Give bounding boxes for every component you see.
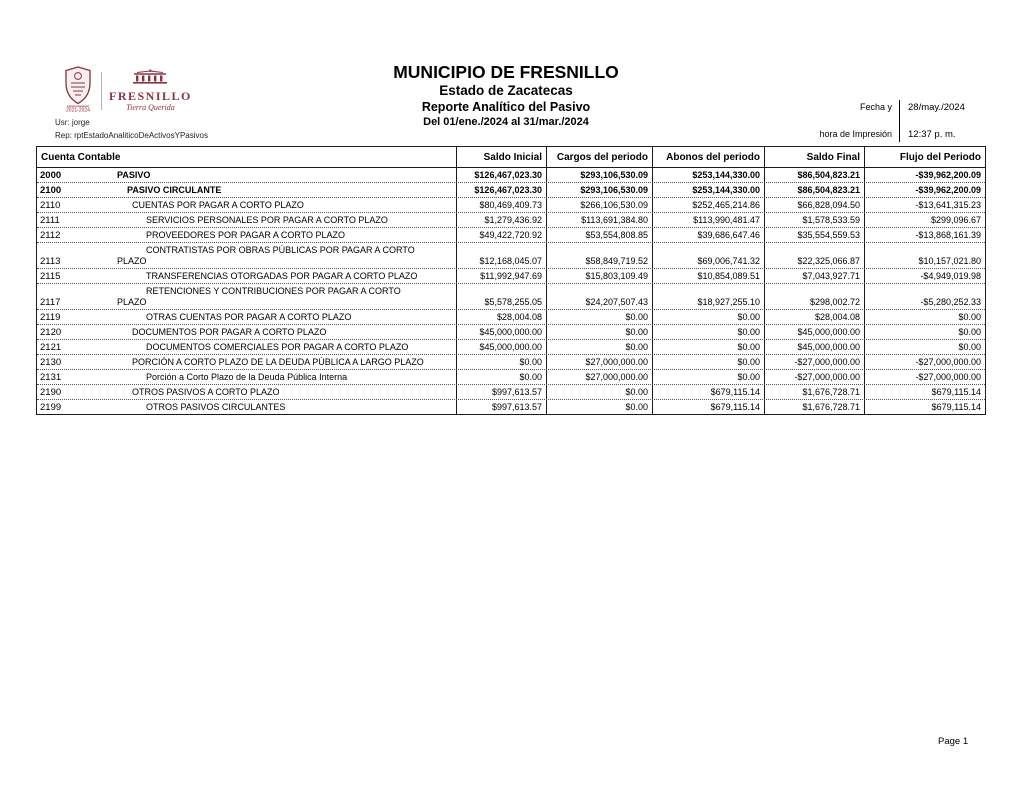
amount-cell: $10,854,089.51 (652, 269, 764, 283)
table-row (37, 354, 985, 369)
account-description: SERVICIOS PERSONALES POR PAGAR A CORTO PLAZO (146, 215, 388, 225)
account-code: 2115 (40, 271, 61, 282)
report-table (36, 146, 986, 415)
table-row (37, 182, 985, 197)
amount-cell: $0.00 (864, 325, 985, 339)
amount-cell: $0.00 (652, 340, 764, 354)
amount-cell: $0.00 (546, 325, 652, 339)
amount-cell: $997,613.57 (456, 385, 546, 399)
account-code: 2190 (40, 387, 62, 398)
table-row (37, 324, 985, 339)
amount-cell: $86,504,823.21 (764, 168, 864, 182)
account-description: DOCUMENTOS COMERCIALES POR PAGAR A CORTO PLAZO (146, 342, 409, 352)
account-cell (37, 269, 456, 283)
table-row (37, 268, 985, 283)
report-table-body (37, 168, 985, 414)
table-row (37, 384, 985, 399)
header-cargos-periodo: Cargos del periodo (546, 147, 652, 167)
amount-cell: -$27,000,000.00 (764, 355, 864, 369)
table-row (37, 399, 985, 414)
user-label: Usr: jorge (55, 118, 90, 127)
table-row (37, 369, 985, 384)
amount-cell: $679,115.14 (864, 385, 985, 399)
amount-cell: $27,000,000.00 (546, 370, 652, 384)
amount-cell: $266,106,530.09 (546, 198, 652, 212)
amount-cell: $679,115.14 (864, 400, 985, 414)
table-row (37, 197, 985, 212)
report-period: Del 01/ene./2024 al 31/mar./2024 (423, 116, 589, 128)
amount-cell: $53,554,808.85 (546, 228, 652, 242)
print-date-label: Fecha y (859, 102, 892, 112)
header-saldo-inicial: Saldo Inicial (456, 147, 546, 167)
print-datetime-block (819, 100, 988, 142)
account-code: 2117 (40, 297, 61, 308)
amount-cell: -$13,868,161.39 (864, 228, 985, 242)
amount-cell: $293,106,530.09 (546, 183, 652, 197)
amount-cell: $28,004.08 (764, 310, 864, 324)
print-time-value: 12:37 p. m. (908, 129, 956, 140)
amount-cell: $0.00 (456, 370, 546, 384)
print-datetime-labels (819, 100, 899, 142)
account-code: 2110 (40, 200, 61, 211)
header-saldo-final: Saldo Final (764, 147, 864, 167)
account-code: 2111 (40, 215, 60, 226)
amount-cell: $45,000,000.00 (764, 340, 864, 354)
amount-cell: $45,000,000.00 (456, 325, 546, 339)
logo-tagline: Tierra Querida (126, 103, 175, 112)
account-cell (37, 400, 456, 414)
amount-cell: $24,207,507.43 (546, 284, 652, 309)
amount-cell: $126,467,023.30 (456, 168, 546, 182)
header-cuenta-contable: Cuenta Contable (41, 152, 121, 163)
amount-cell: $1,578,533.59 (764, 213, 864, 227)
amount-cell: $0.00 (652, 325, 764, 339)
print-time-label: hora de Impresión (819, 129, 892, 139)
account-description: OTROS PASIVOS CIRCULANTES (146, 402, 286, 412)
amount-cell: $0.00 (864, 310, 985, 324)
amount-cell: $22,325,066.87 (764, 243, 864, 268)
amount-cell: -$13,641,315.23 (864, 198, 985, 212)
svg-text:2021-2024: 2021-2024 (66, 107, 90, 112)
table-row (37, 242, 985, 268)
amount-cell: $252,465,214.86 (652, 198, 764, 212)
account-code: 2199 (40, 402, 62, 413)
account-code: 2121 (40, 342, 62, 353)
amount-cell: $45,000,000.00 (456, 340, 546, 354)
amount-cell: $27,000,000.00 (546, 355, 652, 369)
amount-cell: $679,115.14 (652, 385, 764, 399)
table-row (37, 227, 985, 242)
account-code: 2119 (40, 312, 61, 323)
state-subtitle: Estado de Zacatecas (439, 83, 573, 98)
amount-cell: $69,006,741.32 (652, 243, 764, 268)
account-cell (37, 340, 456, 354)
account-description: OTROS PASIVOS A CORTO PLAZO (132, 387, 280, 397)
print-date-value: 28/may./2024 (908, 102, 965, 113)
account-cell (37, 213, 456, 227)
amount-cell: -$4,949,019.98 (864, 269, 985, 283)
amount-cell: -$27,000,000.00 (864, 370, 985, 384)
amount-cell: $0.00 (546, 385, 652, 399)
amount-cell: $45,000,000.00 (764, 325, 864, 339)
amount-cell: $0.00 (546, 340, 652, 354)
table-row (37, 339, 985, 354)
account-description: Porción a Corto Plazo de la Deuda Pública Interna (146, 372, 348, 382)
account-description: PASIVO CIRCULANTE (127, 185, 222, 195)
account-description: CONTRATISTAS POR OBRAS PÚBLICAS POR PAGAR A CORTO PLAZO (117, 245, 415, 266)
table-row (37, 212, 985, 227)
account-code: 2131 (40, 372, 62, 383)
amount-cell: $35,554,559.53 (764, 228, 864, 242)
amount-cell: $0.00 (864, 340, 985, 354)
account-description: PASIVO (117, 170, 151, 180)
amount-cell: $113,691,384.80 (546, 213, 652, 227)
account-cell (37, 355, 456, 369)
account-cell (37, 370, 456, 384)
amount-cell: $80,469,409.73 (456, 198, 546, 212)
amount-cell: $1,279,436.92 (456, 213, 546, 227)
amount-cell: $299,096.67 (864, 213, 985, 227)
account-cell (37, 183, 456, 197)
account-description: RETENCIONES Y CONTRIBUCIONES POR PAGAR A CORTO PLAZO (117, 286, 401, 307)
amount-cell: $113,990,481.47 (652, 213, 764, 227)
table-row (37, 309, 985, 324)
account-description: CUENTAS POR PAGAR A CORTO PLAZO (132, 200, 304, 210)
amount-cell: $293,106,530.09 (546, 168, 652, 182)
logo-name: FRESNILLO (109, 89, 192, 103)
amount-cell: -$39,962,200.09 (864, 168, 985, 182)
account-code: 2112 (40, 230, 61, 241)
amount-cell: $5,578,255.05 (456, 284, 546, 309)
account-cell (37, 228, 456, 242)
amount-cell: $253,144,330.00 (652, 168, 764, 182)
amount-cell: $12,168,045.07 (456, 243, 546, 268)
amount-cell: $15,803,109.49 (546, 269, 652, 283)
amount-cell: $11,992,947.69 (456, 269, 546, 283)
account-description: TRANSFERENCIAS OTORGADAS POR PAGAR A CORTO PLAZO (146, 271, 418, 281)
account-cell (37, 168, 456, 182)
amount-cell: $298,002.72 (764, 284, 864, 309)
amount-cell: $0.00 (456, 355, 546, 369)
amount-cell: $679,115.14 (652, 400, 764, 414)
account-description: DOCUMENTOS POR PAGAR A CORTO PLAZO (132, 327, 327, 337)
amount-cell: $0.00 (652, 355, 764, 369)
amount-cell: -$5,280,252.33 (864, 284, 985, 309)
account-cell (37, 325, 456, 339)
header-abonos-periodo: Abonos del periodo (652, 147, 764, 167)
print-datetime-values (899, 100, 988, 142)
account-code: 2113 (40, 256, 61, 267)
amount-cell: $28,004.08 (456, 310, 546, 324)
amount-cell: $7,043,927.71 (764, 269, 864, 283)
amount-cell: -$27,000,000.00 (764, 370, 864, 384)
table-row (37, 283, 985, 309)
table-header-row (37, 147, 985, 168)
header-flujo-periodo: Flujo del Periodo (864, 147, 985, 167)
amount-cell: $10,157,021.80 (864, 243, 985, 268)
amount-cell: $997,613.57 (456, 400, 546, 414)
report-name-label: Rep: rptEstadoAnaliticoDeActivosYPasivos (55, 131, 208, 140)
account-cell (37, 243, 456, 268)
amount-cell: $39,686,647.46 (652, 228, 764, 242)
table-row (37, 168, 985, 182)
amount-cell: $18,927,255.10 (652, 284, 764, 309)
account-code: 2000 (40, 170, 62, 181)
amount-cell: $86,504,823.21 (764, 183, 864, 197)
amount-cell: $58,849,719.52 (546, 243, 652, 268)
amount-cell: $0.00 (652, 370, 764, 384)
report-title: Reporte Analítico del Pasivo (421, 100, 591, 114)
account-description: OTRAS CUENTAS POR PAGAR A CORTO PLAZO (146, 312, 352, 322)
amount-cell: $1,676,728.71 (764, 385, 864, 399)
account-description: PROVEEDORES POR PAGAR A CORTO PLAZO (146, 230, 346, 240)
account-cell (37, 198, 456, 212)
account-cell (37, 310, 456, 324)
amount-cell: $0.00 (546, 310, 652, 324)
amount-cell: $126,467,023.30 (456, 183, 546, 197)
account-code: 2120 (40, 327, 62, 338)
account-description: PORCIÓN A CORTO PLAZO DE LA DEUDA PÚBLICA A LARGO PLAZO (132, 357, 424, 367)
amount-cell: $66,828,094.50 (764, 198, 864, 212)
amount-cell: -$39,962,200.09 (864, 183, 985, 197)
page-number: Page 1 (938, 736, 969, 747)
account-code: 2100 (40, 185, 62, 196)
amount-cell: $0.00 (546, 400, 652, 414)
amount-cell: $1,676,728.71 (764, 400, 864, 414)
amount-cell: $0.00 (652, 310, 764, 324)
account-cell (37, 284, 456, 309)
amount-cell: $49,422,720.92 (456, 228, 546, 242)
amount-cell: $253,144,330.00 (652, 183, 764, 197)
account-cell (37, 385, 456, 399)
account-code: 2130 (40, 357, 62, 368)
municipality-title: MUNICIPIO DE FRESNILLO (393, 62, 619, 82)
amount-cell: -$27,000,000.00 (864, 355, 985, 369)
